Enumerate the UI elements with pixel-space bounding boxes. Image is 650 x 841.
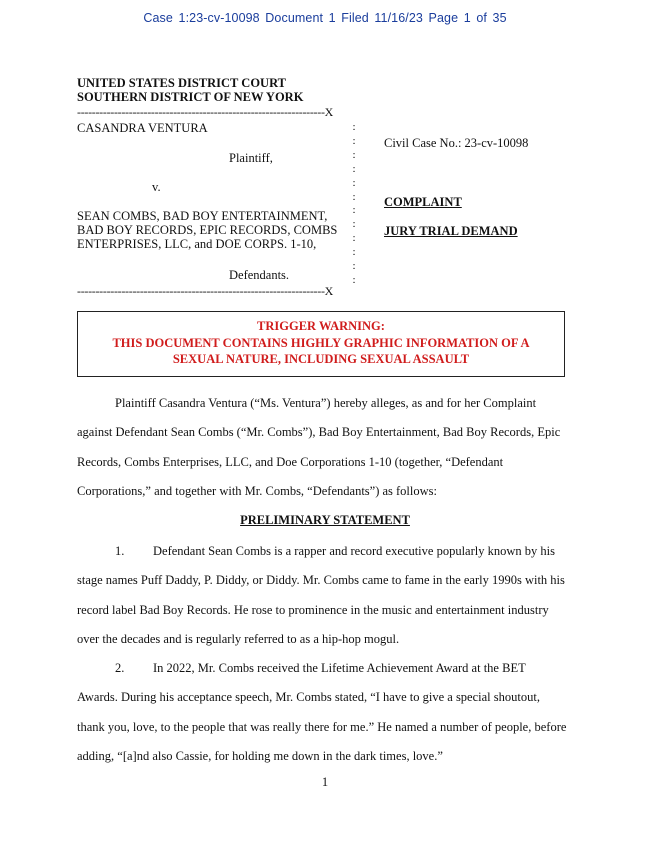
trigger-warning-box: [77, 311, 565, 377]
paragraph-number: 2.: [115, 661, 125, 675]
jury-demand: JURY TRIAL DEMAND: [384, 224, 518, 238]
paragraph-1: [77, 537, 567, 655]
plaintiff-name: CASANDRA VENTURA: [77, 121, 208, 135]
warning-line-2: THIS DOCUMENT CONTAINS HIGHLY GRAPHIC INFORMATION OF A: [112, 335, 530, 350]
intro-paragraph: Plaintiff Casandra Ventura (“Ms. Ventura”) hereby alleges, as and for her Complaint against Defendant Sean Combs (“Mr. Combs”), Bad Boy Entertainment, Bad Boy Records, Epic Records, Combs Enterprises, LLC, and Doe Corporations 1-10 (together, “Defendant Corporations,” and together with Mr. Combs, “Defendants”) as follows:: [77, 396, 561, 499]
court-name: [77, 76, 303, 104]
warning-line-3: SEXUAL NATURE, INCLUDING SEXUAL ASSAULT: [172, 352, 470, 366]
page-number: 1: [321, 775, 329, 789]
court-line-2: SOUTHERN DISTRICT OF NEW YORK: [77, 90, 304, 104]
warning-line-1: TRIGGER WARNING:: [257, 319, 385, 333]
versus: v.: [152, 180, 161, 194]
paragraph-text: Defendant Sean Combs is a rapper and record executive popularly known by his stage names Puff Daddy, P. Diddy, or Diddy. Mr. Combs came to fame in the early 1990s with his record label Bad Boy Records. He rose to prominence in the music and entertainment industry over the decades and is regularly referred to as a hip-hop mogul.: [77, 544, 565, 647]
defendants-line-3: ENTERPRISES, LLC, and DOE CORPS. 1-10,: [77, 237, 317, 251]
document-type: COMPLAINT: [384, 195, 462, 209]
paragraph-2: [77, 654, 567, 772]
section-heading: PRELIMINARY STATEMENT: [240, 513, 410, 527]
ecf-header: Case 1:23-cv-10098 Document 1 Filed 11/16/23 Page 1 of 35: [143, 11, 507, 25]
court-line-1: UNITED STATES DISTRICT COURT: [77, 76, 286, 90]
defendants-line-1: SEAN COMBS, BAD BOY ENTERTAINMENT,: [77, 209, 328, 223]
paragraph-text: In 2022, Mr. Combs received the Lifetime Achievement Award at the BET Awards. During his acceptance speech, Mr. Combs stated, “I have to give a special shoutout, thank you, love, to the people that was really there for me.” He named a number of people, before adding, “[a]nd also Cassie, for holding me down in the dark times, love.”: [77, 661, 567, 764]
plaintiff-label: Plaintiff,: [229, 151, 273, 165]
caption-rule-top: -------------------------------------------------------------------X: [77, 105, 334, 119]
defendants-names: [77, 209, 337, 251]
caption-rule-bottom: -------------------------------------------------------------------X: [77, 284, 334, 298]
defendants-line-2: BAD BOY RECORDS, EPIC RECORDS, COMBS: [77, 223, 338, 237]
paragraph-number: 1.: [115, 544, 125, 558]
caption-colon-column: : : : : : : : : : : : :: [352, 121, 356, 286]
defendants-label: Defendants.: [229, 268, 290, 282]
case-number: Civil Case No.: 23-cv-10098: [384, 136, 529, 150]
